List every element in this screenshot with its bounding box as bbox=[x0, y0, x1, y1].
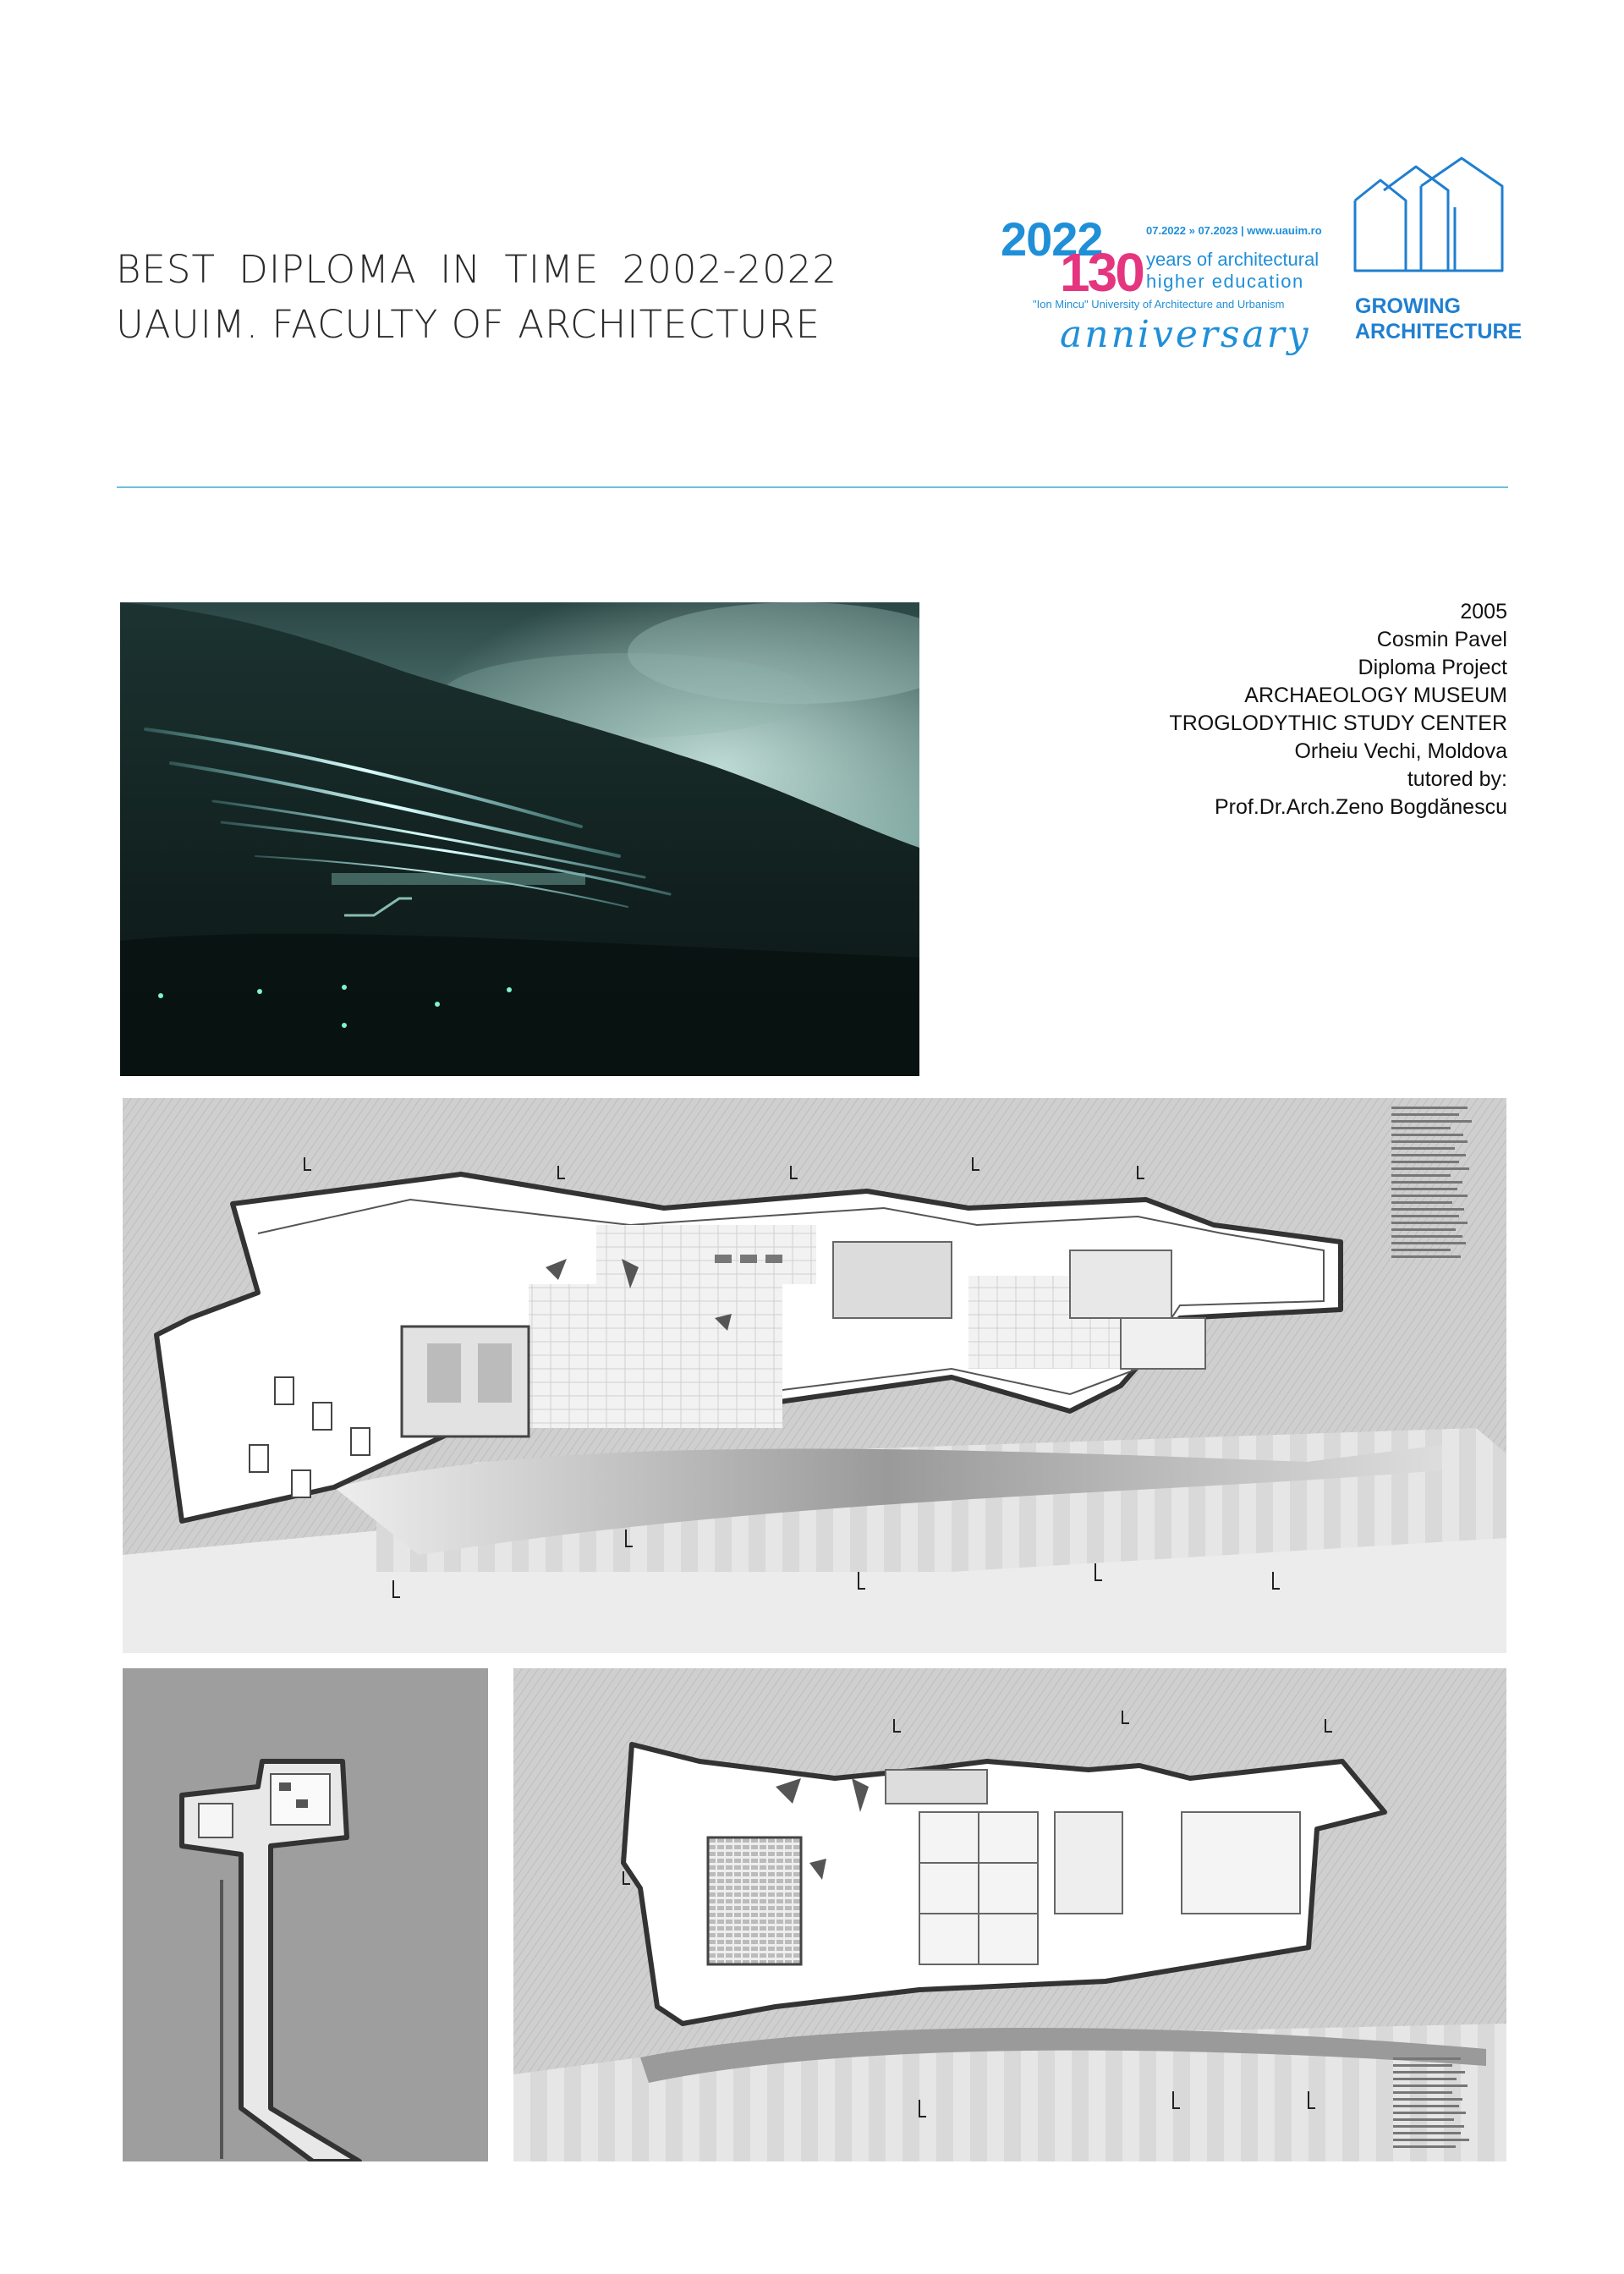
page-title-line-2: UAUIM. FACULTY OF ARCHITECTURE bbox=[116, 302, 821, 347]
night-render-image bbox=[120, 602, 919, 1076]
house-outlines-icon bbox=[1353, 157, 1522, 279]
anniversary-line-2: higher education bbox=[1146, 271, 1304, 292]
anniversary-dates: 07.2022 » 07.2023 | www.uauim.ro bbox=[1146, 224, 1322, 237]
project-author: Cosmin Pavel bbox=[1376, 628, 1507, 651]
anniversary-logo bbox=[1001, 203, 1322, 356]
project-title-1: ARCHAEOLOGY MUSEUM bbox=[1244, 684, 1507, 707]
project-info bbox=[1034, 598, 1507, 821]
project-year: 2005 bbox=[1460, 600, 1507, 623]
growing-logo-line-1: GROWING bbox=[1355, 294, 1461, 318]
tower-floor-plan-image bbox=[123, 1668, 488, 2161]
header-divider bbox=[117, 486, 1508, 488]
project-title-2: TROGLODYTHIC STUDY CENTER bbox=[1169, 711, 1507, 735]
page-title-line-1: BEST DIPLOMA IN TIME 2002-2022 bbox=[116, 247, 837, 292]
growing-logo-text bbox=[1355, 294, 1522, 344]
anniversary-university: "Ion Mincu" University of Architecture and Urbanism bbox=[1033, 298, 1285, 310]
project-tutored-label: tutored by: bbox=[1407, 767, 1507, 791]
anniversary-year: 2022 bbox=[1001, 212, 1103, 266]
project-location: Orheiu Vechi, Moldova bbox=[1294, 739, 1507, 763]
growing-architecture-logo bbox=[1353, 157, 1522, 351]
anniversary-word: anniversary bbox=[1060, 313, 1311, 356]
lower-floor-plan-image bbox=[513, 1668, 1506, 2161]
anniversary-number: 130 bbox=[1060, 242, 1143, 303]
main-floor-plan-image bbox=[123, 1098, 1506, 1653]
project-tutor: Prof.Dr.Arch.Zeno Bogdănescu bbox=[1214, 795, 1507, 819]
project-type: Diploma Project bbox=[1358, 656, 1507, 679]
growing-logo-line-2: ARCHITECTURE bbox=[1355, 320, 1522, 343]
anniversary-line-1: years of architectural bbox=[1146, 249, 1320, 270]
